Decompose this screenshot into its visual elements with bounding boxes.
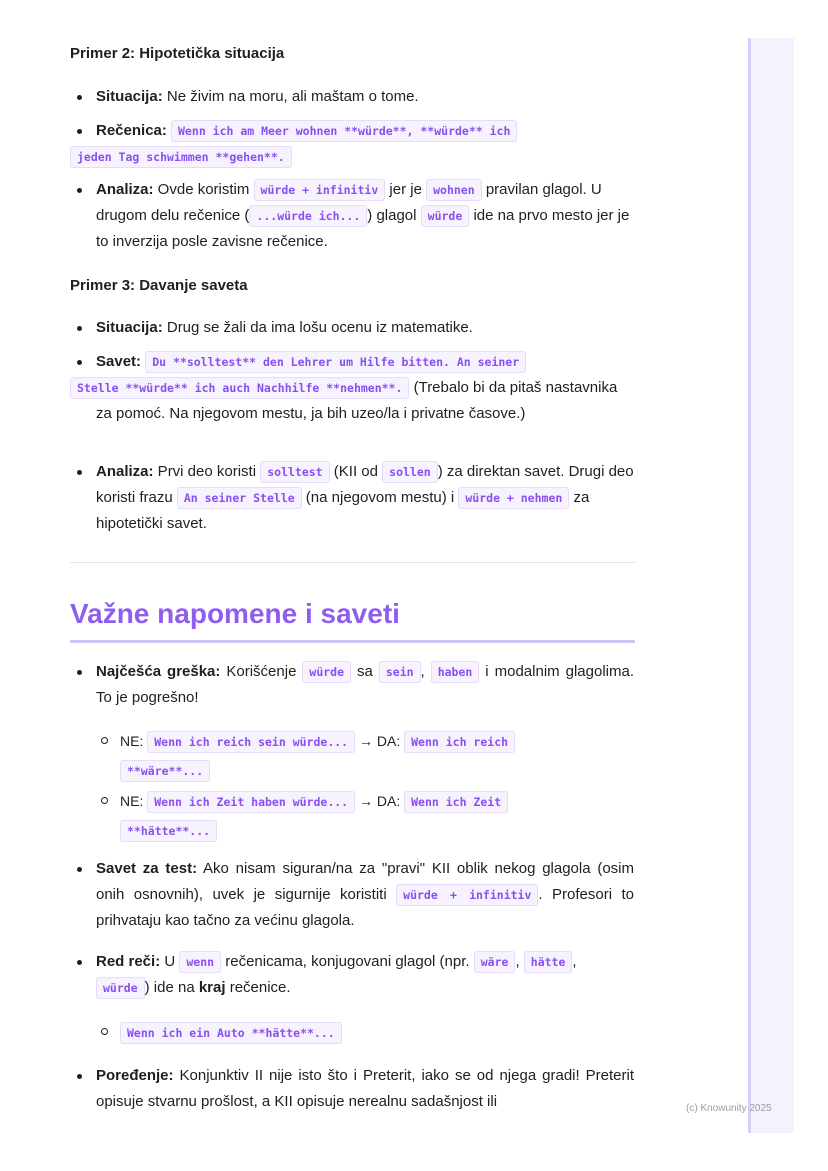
code-snippet: wohnen bbox=[426, 179, 482, 201]
circle-bullet-icon bbox=[101, 737, 108, 744]
code-snippet: haben bbox=[431, 661, 480, 683]
mistake-label: Najčešća greška: bbox=[96, 663, 221, 680]
word-order: Red reči: U wenn rečenicama, konjugovani glagol (npr. wäre , hätte , würde ) ide na kraj rečenice. bbox=[96, 949, 634, 1001]
bullet-icon bbox=[77, 95, 82, 100]
example3-situation: Situacija: Drug se žali da ima lošu ocenu iz matematike. bbox=[96, 315, 634, 341]
code-snippet: Wenn ich reich bbox=[404, 731, 515, 753]
code-snippet: würde + nehmen bbox=[458, 487, 569, 509]
test-label: Savet za test: bbox=[96, 860, 198, 877]
wrong-example-1: NE: Wenn ich reich sein würde... → DA: Wenn ich reich **wäre**... bbox=[120, 727, 634, 785]
heading-underline bbox=[70, 640, 635, 643]
code-snippet: wenn bbox=[179, 951, 221, 973]
bullet-icon bbox=[77, 326, 82, 331]
order-label: Red reči: bbox=[96, 953, 161, 970]
word-order-example bbox=[120, 1018, 634, 1047]
bullet-icon bbox=[77, 960, 82, 965]
bullet-icon bbox=[77, 188, 82, 193]
compare-label: Poređenje: bbox=[96, 1067, 174, 1084]
code-snippet: sein bbox=[379, 661, 421, 683]
example3-analysis: Analiza: Prvi deo koristi solltest (KII od sollen ) za direktan savet. Drugi deo koristi frazu An seiner Stelle (na njegovom mestu) i würde + nehmen za hipotetički savet. bbox=[96, 459, 636, 537]
code-snippet: Du **solltest** den Lehrer um Hilfe bitten. An seiner bbox=[145, 351, 526, 373]
sidebar-panel bbox=[748, 38, 794, 1133]
situation-label: Situacija: bbox=[96, 88, 163, 105]
circle-bullet-icon bbox=[101, 797, 108, 804]
code-snippet: würde + infinitiv bbox=[254, 179, 386, 201]
code-snippet: **hätte**... bbox=[120, 820, 217, 842]
bullet-icon bbox=[77, 1074, 82, 1079]
bullet-icon bbox=[77, 360, 82, 365]
example3-heading: Primer 3: Davanje saveta bbox=[70, 277, 248, 294]
analysis-label: Analiza: bbox=[96, 463, 154, 480]
code-snippet: Stelle **würde** ich auch Nachhilfe **nehmen**. bbox=[70, 377, 409, 399]
code-snippet: Wenn ich reich sein würde... bbox=[147, 731, 355, 753]
advice-label: Savet: bbox=[96, 353, 142, 370]
code-snippet: An seiner Stelle bbox=[177, 487, 302, 509]
code-snippet: sollen bbox=[382, 461, 438, 483]
sentence-label: Rečenica: bbox=[96, 122, 167, 139]
code-snippet: Wenn ich Zeit bbox=[404, 791, 508, 813]
code-snippet: würde bbox=[421, 205, 470, 227]
example2-analysis: Analiza: Ovde koristim würde + infinitiv jer je wohnen pravilan glagol. U drugom delu rečenice ( ...würde ich... ) glagol würde ide na prvo mesto jer je to inverzija posle zavisne rečenice. bbox=[96, 177, 636, 255]
common-mistake: Najčešća greška: Korišćenje würde sa sein , haben i modalnim glagolima. To je pogrešno! bbox=[96, 659, 634, 711]
watermark: (c) Knowunity 2025 bbox=[686, 1103, 772, 1114]
situation-label: Situacija: bbox=[96, 319, 163, 336]
code-snippet: Wenn ich am Meer wohnen **würde**, **würde** ich bbox=[171, 120, 517, 142]
test-advice: Savet za test: Ako nisam siguran/na za "pravi" KII oblik nekog glagola (osim onih osnovnih), uvek je sigurnije koristiti würde + infinitiv . Profesori to prihvataju kao tačno za većinu glagola. bbox=[96, 856, 634, 934]
wrong-example-2: NE: Wenn ich Zeit haben würde... → DA: Wenn ich Zeit **hätte**... bbox=[120, 787, 634, 845]
code-snippet: würde + infinitiv bbox=[396, 884, 538, 906]
code-snippet: solltest bbox=[260, 461, 329, 483]
example2-sentence bbox=[77, 118, 634, 170]
code-snippet: Wenn ich Zeit haben würde... bbox=[147, 791, 355, 813]
code-snippet: ...würde ich... bbox=[249, 205, 367, 227]
code-snippet: Wenn ich ein Auto **hätte**... bbox=[120, 1022, 342, 1044]
code-snippet: wäre bbox=[474, 951, 516, 973]
comparison: Poređenje: Konjunktiv II nije isto što i Preterit, iako se od njega gradi! Preterit opisuje stvarnu prošlost, a KII opisuje nerealnu sadašnjost ili bbox=[96, 1063, 634, 1115]
code-snippet: würde bbox=[302, 661, 351, 683]
bullet-icon bbox=[77, 470, 82, 475]
code-snippet: **wäre**... bbox=[120, 760, 210, 782]
example3-advice: Savet: Du **solltest** den Lehrer um Hilfe bitten. An seiner Stelle **würde** ich auch Nachhilfe **nehmen**. (Trebalo bi da pitaš nastavnika za pomoć. Na njegovom mestu, ja bih uzeo/la i privatne časove.) bbox=[96, 349, 636, 427]
code-snippet: hätte bbox=[524, 951, 573, 973]
code-snippet: jeden Tag schwimmen **gehen**. bbox=[70, 146, 292, 168]
example2-situation: Situacija: Ne živim na moru, ali maštam o tome. bbox=[96, 84, 634, 110]
notes-heading: Važne napomene i saveti bbox=[70, 598, 400, 629]
code-snippet: würde bbox=[96, 977, 145, 999]
section-divider bbox=[70, 562, 635, 563]
bullet-icon bbox=[77, 670, 82, 675]
bullet-icon bbox=[77, 867, 82, 872]
bullet-icon bbox=[77, 129, 82, 134]
analysis-label: Analiza: bbox=[96, 181, 154, 198]
example2-heading: Primer 2: Hipotetička situacija bbox=[70, 45, 285, 62]
circle-bullet-icon bbox=[101, 1028, 108, 1035]
